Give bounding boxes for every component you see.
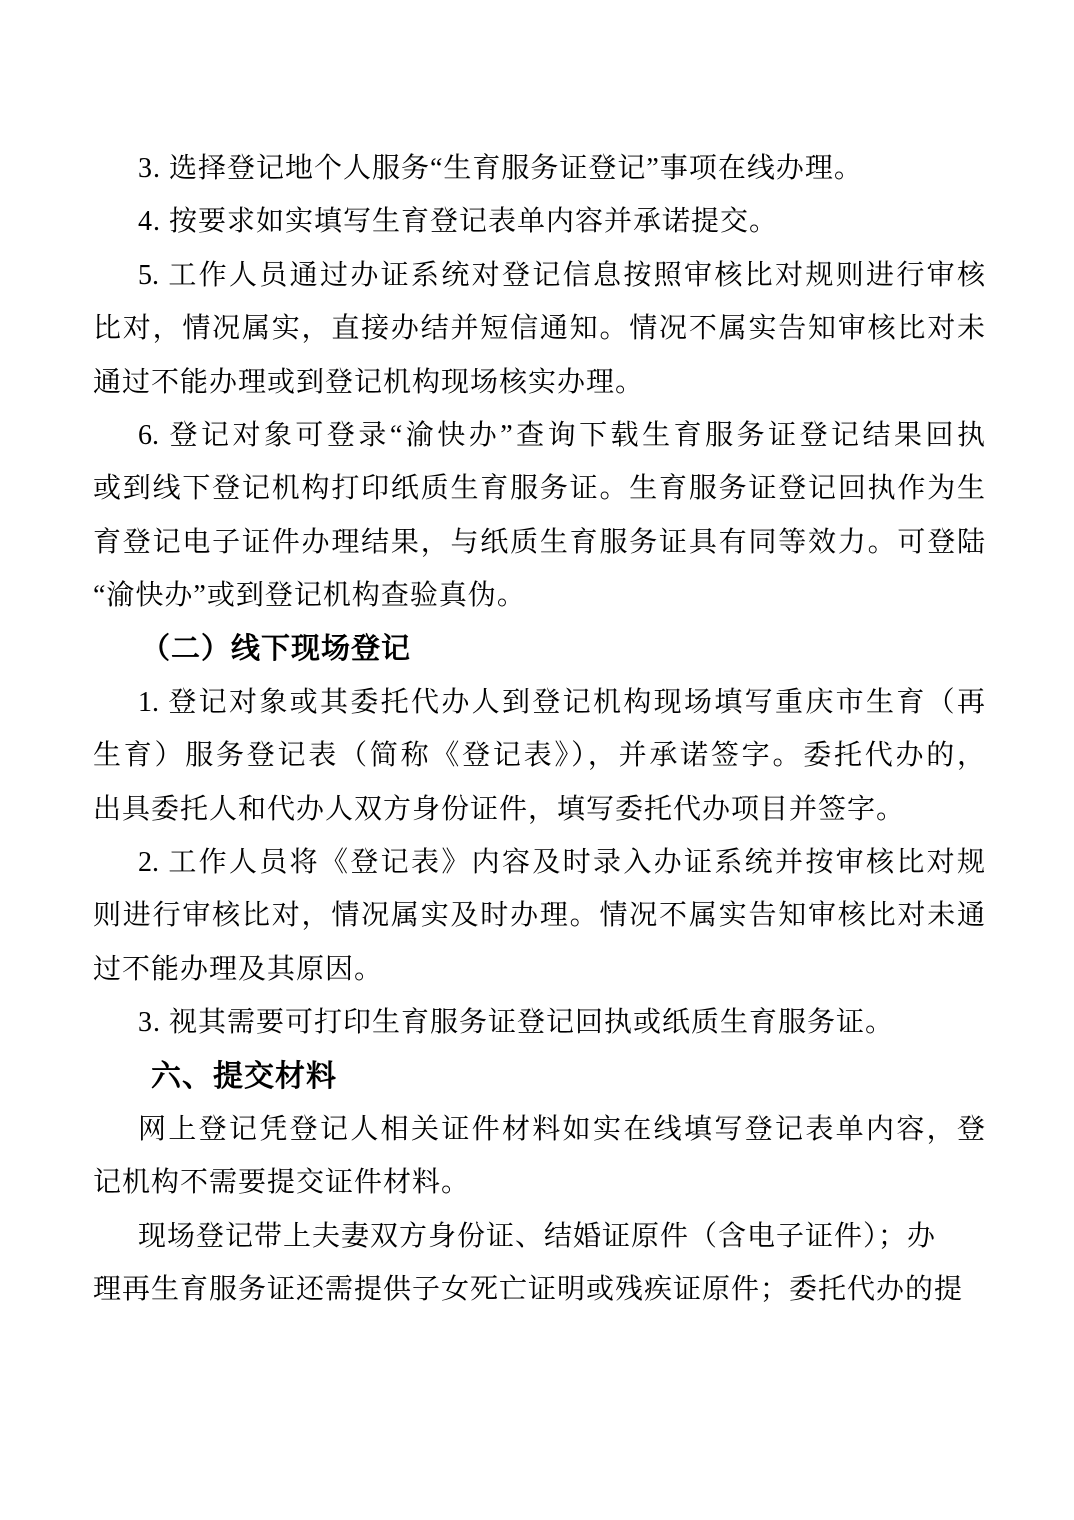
text-line: 则进行审核比对，情况属实及时办理。情况不属实告知审核比对未通 — [93, 900, 985, 932]
subsection-heading: （二）线下现场登记 — [141, 632, 412, 665]
text-line: 过不能办理及其原因。 — [93, 953, 384, 985]
text-line: 比对，情况属实，直接办结并短信通知。情况不属实告知审核比对未 — [93, 313, 985, 345]
text-line: 生育）服务登记表（简称《登记表》），并承诺签字。委托代办的， — [93, 740, 985, 772]
text-line: 3. 选择登记地个人服务“生育服务证登记”事项在线办理。 — [138, 153, 863, 184]
text-line: 5. 工作人员通过办证系统对登记信息按照审核比对规则进行审核 — [138, 259, 985, 291]
text-line: 2. 工作人员将《登记表》内容及时录入办证系统并按审核比对规 — [138, 847, 985, 879]
text-line: 4. 按要求如实填写生育登记表单内容并承诺提交。 — [138, 206, 779, 238]
text-line: 或到线下登记机构打印纸质生育服务证。生育服务证登记回执作为生 — [93, 473, 985, 505]
text-line: 1. 登记对象或其委托代办人到登记机构现场填写重庆市生育（再 — [138, 686, 985, 718]
text-line: 现场登记带上夫妻双方身份证、结婚证原件（含电子证件）；办 — [138, 1220, 937, 1252]
text-line: 通过不能办理或到登记机构现场核实办理。 — [93, 366, 645, 398]
text-line: 6. 登记对象可登录“渝快办”查询下载生育服务证登记结果回执 — [138, 419, 985, 451]
text-line: 育登记电子证件办理结果，与纸质生育服务证具有同等效力。可登陆 — [93, 526, 985, 558]
text-line: 出具委托人和代办人双方身份证件，填写委托代办项目并签字。 — [93, 793, 906, 825]
text-line: 3. 视其需要可打印生育服务证登记回执或纸质生育服务证。 — [138, 1007, 895, 1039]
text-line: “渝快办”或到登记机构查验真伪。 — [93, 580, 526, 612]
text-line: 理再生育服务证还需提供子女死亡证明或残疾证原件；委托代办的提 — [93, 1274, 964, 1306]
text-block — [93, 142, 985, 1317]
text-line: 记机构不需要提交证件材料。 — [93, 1167, 471, 1199]
text-line: 网上登记凭登记人相关证件材料如实在线填写登记表单内容，登 — [138, 1114, 985, 1146]
section-heading: 六、提交材料 — [151, 1059, 337, 1093]
